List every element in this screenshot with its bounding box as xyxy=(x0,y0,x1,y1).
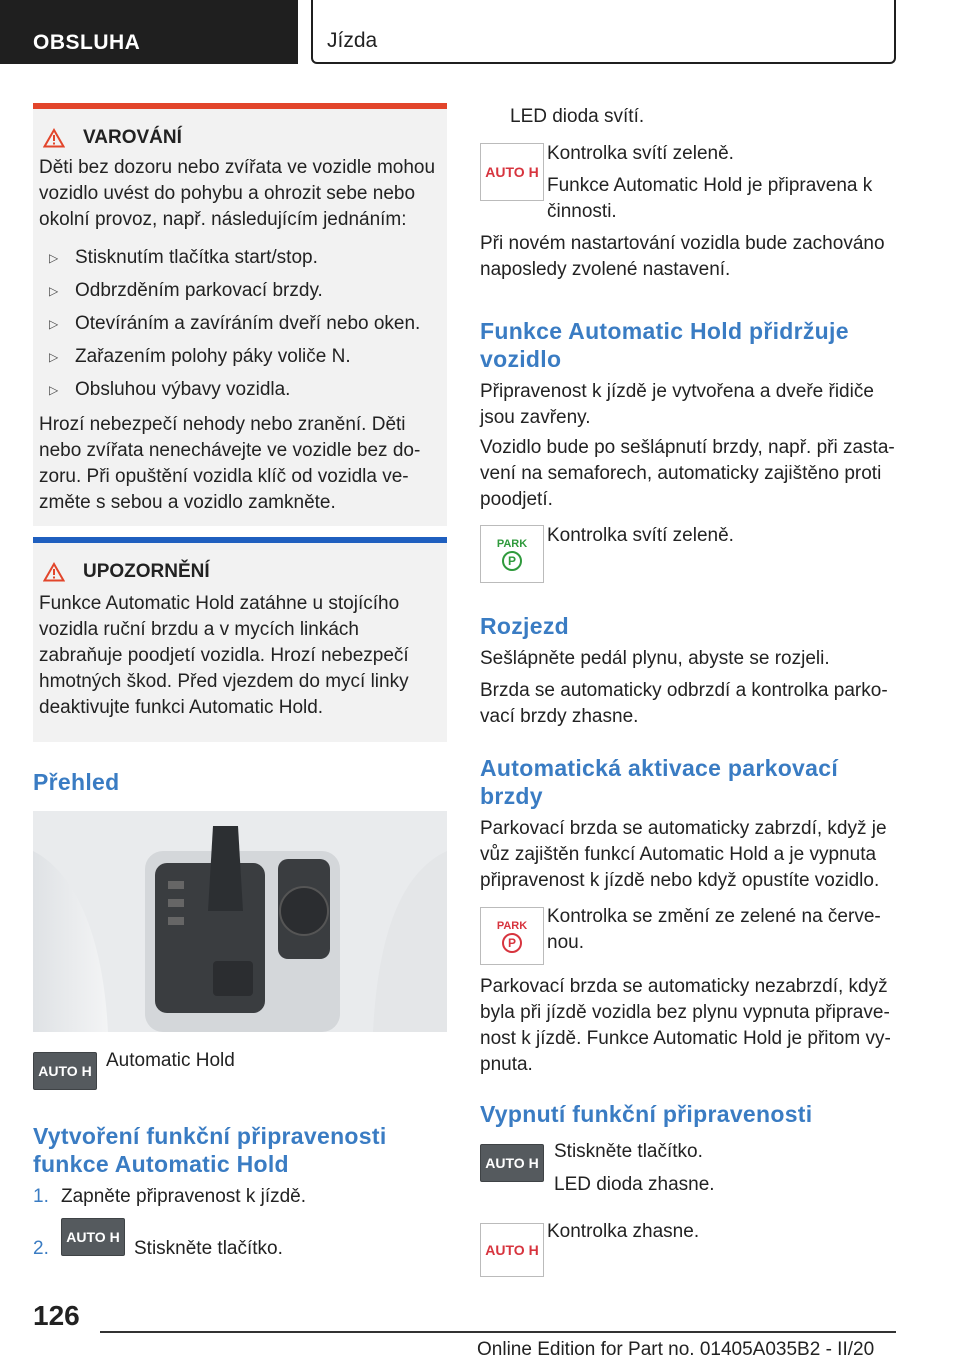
note-box xyxy=(33,537,447,742)
auto-heading: Automatická aktivace parkovací brzdy xyxy=(480,755,839,809)
caution-triangle-icon xyxy=(43,562,65,582)
list-item: ▷ Odbrzděním parkovací brzdy. xyxy=(39,274,441,307)
auto-h-button-icon: AUTO H xyxy=(480,1144,544,1182)
footer-divider xyxy=(100,1331,896,1333)
press-text: Stiskněte tlačítko. xyxy=(554,1141,703,1162)
park-green-text: Kontrolka svítí zeleně. xyxy=(547,525,734,546)
warning-box xyxy=(33,103,447,526)
center-console-photo xyxy=(33,811,447,1032)
warning-title-text: VAROVÁNÍ xyxy=(83,127,182,148)
park-green-icon: PARK P xyxy=(480,525,544,583)
step-text: Zapněte připravenost k jízdě. xyxy=(61,1186,307,1207)
list-item: ▷ Obsluhou výbavy vozidla. xyxy=(39,373,441,406)
create-heading: Vytvoření funkční připravenosti funkce Automatic Hold xyxy=(33,1123,387,1177)
list-item: ▷ Zařazením polohy páky voliče N. xyxy=(39,340,441,373)
auto-h-indicator-icon: AUTO H xyxy=(480,1223,544,1277)
step-number: 1. xyxy=(33,1186,49,1207)
bullet-triangle-icon: ▷ xyxy=(49,283,59,298)
ready-text: Funkce Automatic Hold je připravena k činnosti. xyxy=(547,175,873,222)
section-tab: OBSLUHA xyxy=(0,0,298,64)
auto-p2: Parkovací brzda se automaticky nezabrzdí, když byla při jízdě vozidla bez plynu vypnuta připravenost k jízdě. Funkce Automatic Hold je přitom vypnuta. xyxy=(480,976,891,1075)
off-heading: Vypnutí funkční připravenosti xyxy=(480,1101,813,1127)
holds-heading: Funkce Automatic Hold přidržuje vozidlo xyxy=(480,318,849,372)
note-title-text: UPOZORNĚNÍ xyxy=(83,561,210,582)
bullet-triangle-icon: ▷ xyxy=(49,349,59,364)
auto-p1: Parkovací brzda se automaticky zabrzdí, když je vůz zajištěn funkcí Automatic Hold a je vypnuta připravenost k jízdě nebo když opustíte vozidlo. xyxy=(480,818,887,891)
step-text: Stiskněte tlačítko. xyxy=(134,1238,283,1259)
bullet-triangle-icon: ▷ xyxy=(49,250,59,265)
list-item: ▷ Stisknutím tlačítka start/stop. xyxy=(39,241,441,274)
chapter-tab: Jízda xyxy=(311,0,896,64)
restart-text: Při novém nastartování vozidla bude zachováno naposledy zvolené nastavení. xyxy=(480,233,885,280)
auto-h-indicator-icon: AUTO H xyxy=(480,143,544,201)
overview-caption: Automatic Hold xyxy=(106,1050,235,1071)
step-number: 2. xyxy=(33,1238,49,1259)
holds-p1: Připravenost k jízdě je vytvořena a dveře řidiče jsou zavřeny. xyxy=(480,381,874,428)
park-red-icon: PARK P xyxy=(480,907,544,965)
note-text: Funkce Automatic Hold zatáhne u stojícího vozidla ruční brzdu a v mycích linkách zabraňuje poodjetí vozidla. Hrozí nebezpečí hmotných škod. Před vjezdem do mycí linky deaktivujte funkci Automatic Hold. xyxy=(39,593,409,718)
holds-p2: Vozidlo bude po sešlápnutí brzdy, např. při zastavení na semaforech, automaticky zajištěno proti poodjetí. xyxy=(480,437,895,510)
led-on-text: LED dioda svítí. xyxy=(510,106,645,127)
bullet-triangle-icon: ▷ xyxy=(49,316,59,331)
warning-intro: Děti bez dozoru nebo zvířata ve vozidle mohou vozidlo uvést do pohybu a ohrozit sebe nebo okolní provoz, např. následujícím jednáním: xyxy=(39,157,436,230)
overview-heading: Přehled xyxy=(33,769,120,795)
warning-outro: Hrozí nebezpečí nehody nebo zranění. Děti nebo zvířata nenechávejte ve vozidle bez dozoru. Při opuštění vozidla klíč od vozidla vezměte s sebou a vozidlo zamkněte. xyxy=(39,414,421,513)
warning-list xyxy=(39,241,441,406)
edition-text: Online Edition for Part no. 01405A035B2 - II/20 xyxy=(477,1339,875,1360)
drive-heading: Rozjezd xyxy=(480,613,569,639)
auto-h-button-icon: AUTO H xyxy=(33,1052,97,1090)
warning-title xyxy=(43,123,441,153)
lamp-off-text: Kontrolka zhasne. xyxy=(547,1221,700,1242)
auto-h-button-icon: AUTO H xyxy=(61,1218,125,1256)
bullet-triangle-icon: ▷ xyxy=(49,382,59,397)
drive-p2: Brzda se automaticky odbrzdí a kontrolka parkovací brzdy zhasne. xyxy=(480,680,888,727)
led-off-text: LED dioda zhasne. xyxy=(554,1174,715,1195)
list-item: ▷ Otevíráním a zavíráním dveří nebo oken. xyxy=(39,307,441,340)
warning-triangle-icon xyxy=(43,128,65,148)
page-number: 126 xyxy=(33,1300,80,1331)
lamp-green-text: Kontrolka svítí zeleně. xyxy=(547,143,734,164)
park-red-text: Kontrolka se změní ze zelené na červenou. xyxy=(547,906,881,953)
drive-p1: Sešlápněte pedál plynu, abyste se rozjeli. xyxy=(480,648,830,669)
note-title xyxy=(43,557,441,587)
